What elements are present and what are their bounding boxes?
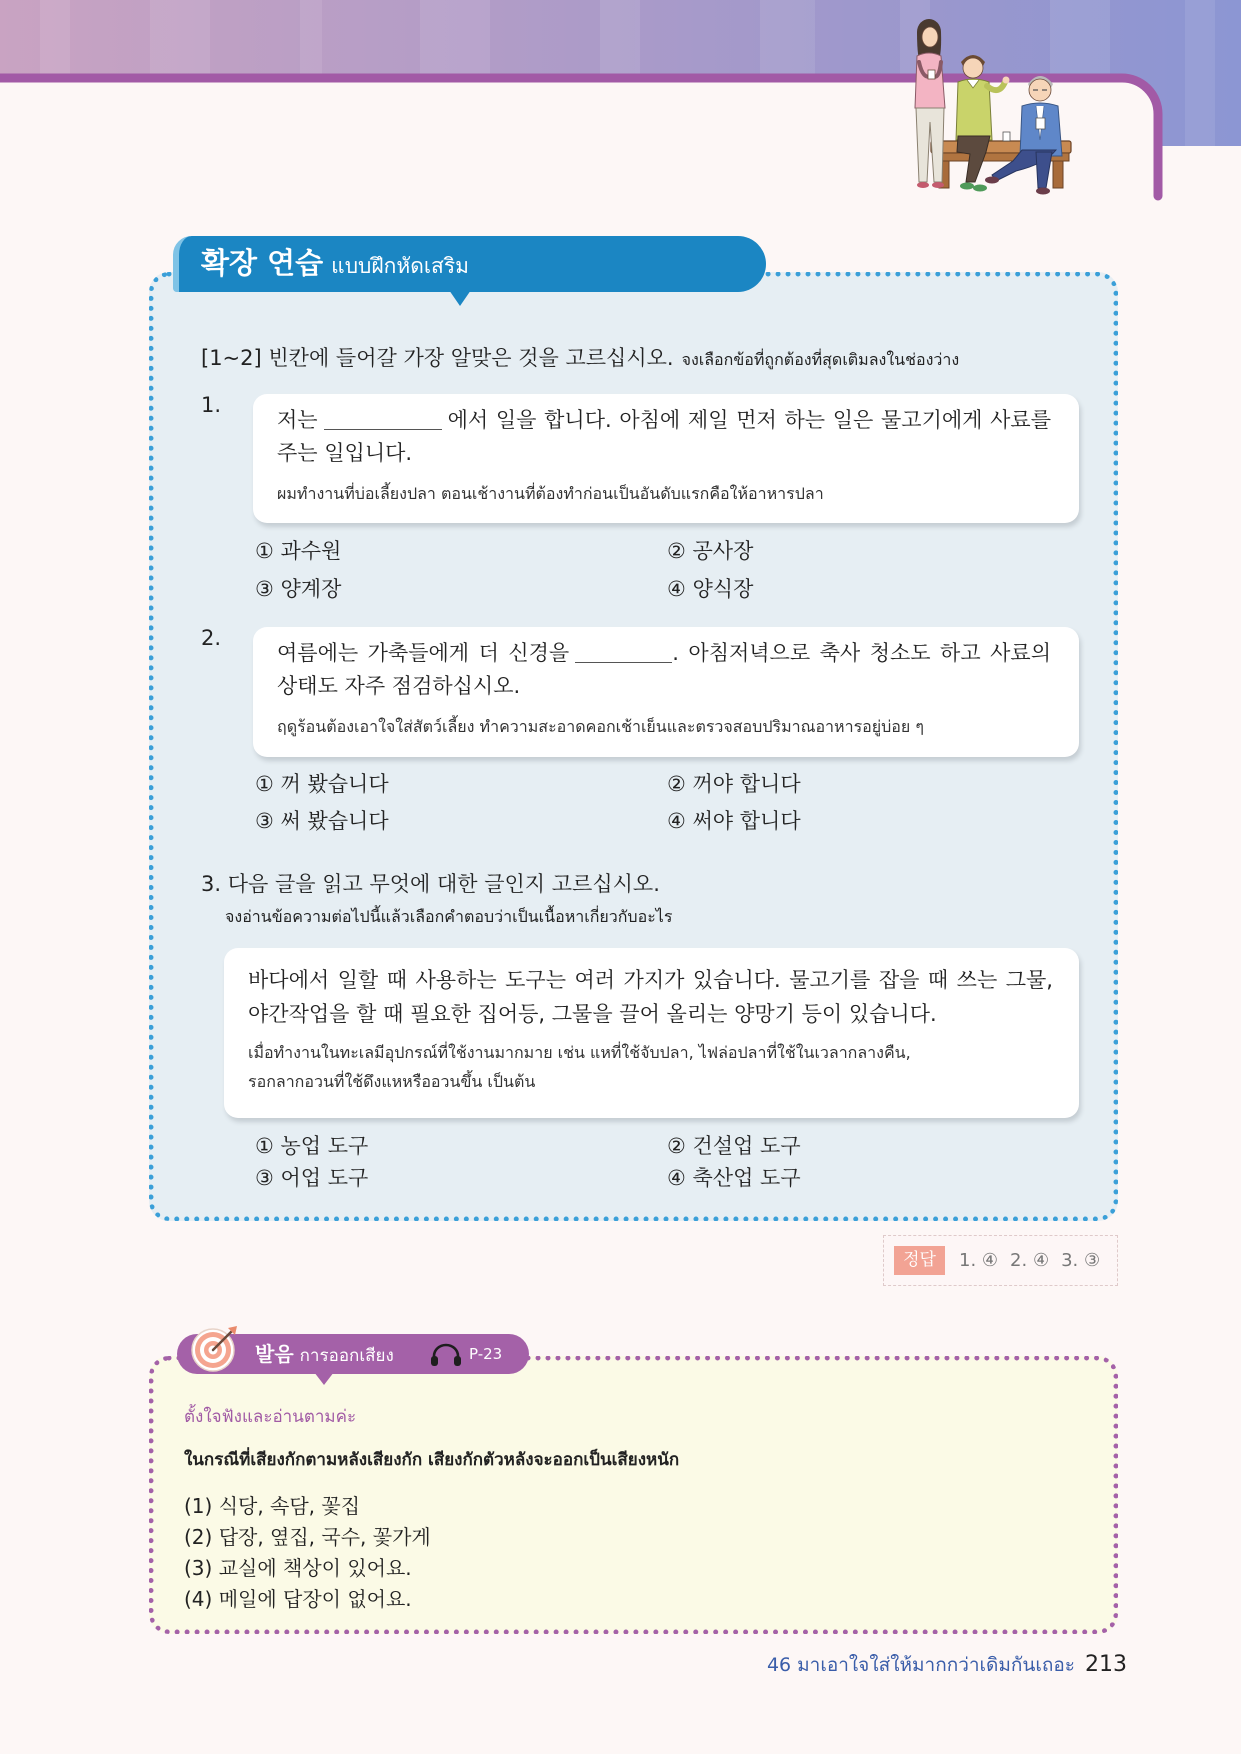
question-1-translation: ผมทำงานที่บ่อเลี้ยงปลา ตอนเช้างานที่ต้องทำก่อนเป็นอันดับแรกคือให้อาหารปลา	[277, 484, 824, 503]
question-3-options	[255, 1130, 1067, 1194]
question-2-option-1: ① 꺼 봤습니다	[255, 772, 389, 796]
answer-1: 1. ④	[959, 1250, 999, 1271]
question-1-text	[253, 394, 1079, 470]
question-3-option-2: ② 건설업 도구	[667, 1134, 801, 1158]
pronunciation-prompt: ตั้งใจฟังและอ่านตามค่ะ	[184, 1407, 357, 1427]
question-3-passage: 바다에서 일할 때 사용하는 도구는 여러 가지가 있습니다. 물고기를 잡을 때 쓰는 그물, 야간작업을 할 때 필요한 집어등, 그물을 끌어 올리는 양망기 등이 있습니다.	[248, 968, 1053, 1026]
people-on-bench-illustration	[895, 10, 1085, 210]
question-3-translation-line-2: รอกลากอวนที่ใช้ดึงแหหรืออวนขึ้น เป็นต้น	[248, 1072, 536, 1091]
question-3-heading: 3. 다음 글을 읽고 무엇에 대한 글인지 고르십시오.	[201, 872, 660, 896]
answer-key-badge: 정답	[894, 1246, 945, 1275]
question-3-card	[224, 948, 1079, 1118]
pronunciation-title-th: การออกเสียง	[299, 1346, 394, 1366]
question-1-options	[255, 532, 1067, 608]
instruction-th: จงเลือกข้อที่ถูกต้องที่สุดเติมลงในช่องว่าง	[681, 350, 960, 369]
question-2-number: 2.	[201, 626, 222, 650]
question-3-option-4: ④ 축산업 도구	[667, 1166, 801, 1190]
question-3-translation-line-1: เมื่อทำงานในทะเลมีอุปกรณ์ที่ใช้งานมากมาย เช่น แหที่ใช้จับปลา, ไฟล่อปลาที่ใช้ในเวลากลางคืน,	[248, 1043, 911, 1062]
question-2-option-2: ② 꺼야 합니다	[667, 772, 801, 796]
lesson-number: 46	[766, 1654, 792, 1676]
question-1-option-1: ① 과수원	[255, 539, 342, 563]
question-1-blank	[324, 410, 442, 430]
instruction-ko: [1~2] 빈칸에 들어갈 가장 알맞은 것을 고르십시오.	[201, 346, 674, 370]
cup-on-bench	[1003, 132, 1010, 141]
question-2-text	[253, 627, 1079, 703]
question-3-option-3: ③ 어업 도구	[255, 1166, 369, 1190]
question-3-heading-th: จงอ่านข้อความต่อไปนี้แล้วเลือกคำตอบว่าเป็นเนื้อหาเกี่ยวกับอะไร	[225, 907, 673, 926]
pronunciation-item-1: (1) 식당, 속담, 꽃집	[184, 1494, 361, 1518]
pronunciation-item-2: (2) 답장, 옆집, 국수, 꽃가게	[184, 1525, 431, 1549]
practice-tab-pointer	[449, 290, 471, 306]
standing-woman	[915, 19, 945, 188]
headphones-icon	[429, 1343, 463, 1367]
answer-3: 3. ③	[1061, 1250, 1101, 1271]
question-1-option-2: ② 공사장	[667, 539, 754, 563]
question-2-card	[253, 627, 1079, 757]
practice-title-ko: 확장 연습	[201, 246, 324, 280]
pronunciation-title	[255, 1334, 394, 1376]
question-2-translation: ฤดูร้อนต้องเอาใจใส่สัตว์เลี้ยง ทำความสะอาดคอกเช้าเย็นและตรวจสอบปริมาณอาหารอยู่บ่อย ๆ	[277, 717, 924, 736]
question-2-option-4: ④ 써야 합니다	[667, 809, 801, 833]
pronunciation-items	[184, 1491, 431, 1615]
practice-title-th: แบบฝึกหัดเสริม	[331, 254, 469, 278]
answer-2: 2. ④	[1010, 1250, 1050, 1271]
instruction	[201, 343, 959, 375]
question-1-card	[253, 394, 1079, 523]
answer-key	[883, 1235, 1118, 1286]
question-2-options	[255, 766, 1067, 840]
question-1-option-4: ④ 양식장	[667, 577, 754, 601]
question-1-number: 1.	[201, 393, 222, 417]
answer-key-items	[959, 1236, 1112, 1285]
target-icon	[190, 1323, 240, 1373]
question-2-text-before: 여름에는 가축들에게 더 신경을	[277, 641, 570, 665]
pronunciation-title-ko: 발음	[255, 1342, 294, 1366]
lesson-title: มาเอาใจใส่ให้มากกว่าเดิมกันเถอะ	[797, 1654, 1075, 1676]
pronunciation-item-4: (4) 메일에 답장이 없어요.	[184, 1587, 412, 1611]
question-2-blank	[575, 643, 672, 663]
pronunciation-tab-pointer	[314, 1372, 334, 1385]
page-footer	[767, 1650, 1127, 1681]
question-2-text-after: . 아침저녁으로 축사 청소도 하고 사료의 상태도 자주 점검하십시오.	[277, 641, 1051, 698]
question-3-translation	[224, 1038, 1079, 1096]
pronunciation-item-3: (3) 교실에 책상이 있어요.	[184, 1556, 412, 1580]
question-1-text-before: 저는	[277, 408, 318, 432]
page-number: 213	[1085, 1652, 1127, 1677]
audio-track-label: P-23	[469, 1345, 503, 1363]
sitting-man-right	[985, 76, 1062, 195]
question-1-text-after: 에서 일을 합니다. 아침에 제일 먼저 하는 일은 물고기에게 사료를 주는 일입니다.	[277, 408, 1051, 465]
pronunciation-rule: ในกรณีที่เสียงกักตามหลังเสียงกัก เสียงกักตัวหลังจะออกเป็นเสียงหนัก	[184, 1450, 680, 1470]
extension-practice-tab	[173, 236, 766, 292]
question-3-option-1: ① 농업 도구	[255, 1134, 369, 1158]
question-1-option-3: ③ 양계장	[255, 577, 342, 601]
question-2-option-3: ③ 써 봤습니다	[255, 809, 389, 833]
